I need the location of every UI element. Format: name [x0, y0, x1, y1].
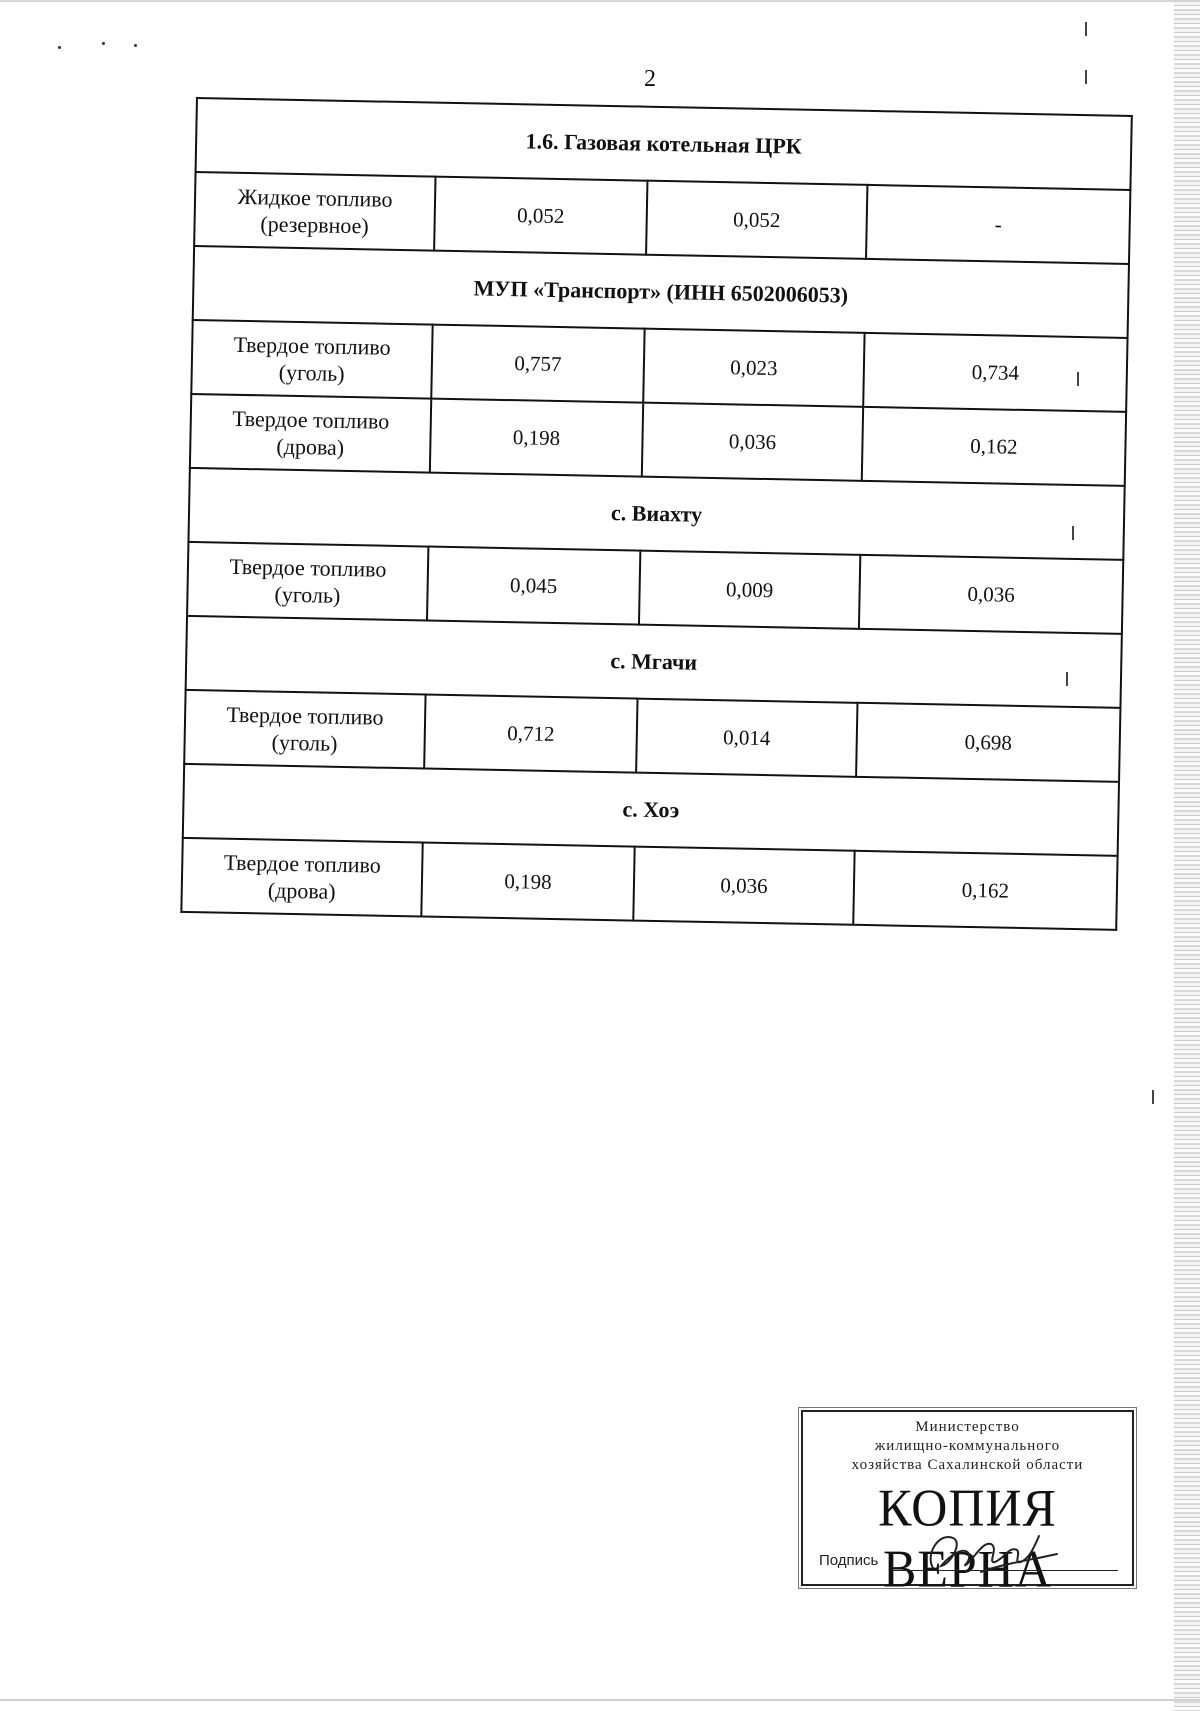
- value-cell: 0,036: [859, 555, 1123, 634]
- stamp-org-line: Министерство: [915, 1419, 1020, 1435]
- scan-speck: [134, 44, 137, 47]
- fuel-type-cell: [194, 172, 435, 251]
- fuel-type-cell: [191, 320, 432, 399]
- value-cell: 0,198: [421, 842, 634, 920]
- value-cell: 0,045: [427, 547, 640, 625]
- value-cell: 0,162: [862, 407, 1126, 486]
- certification-stamp: [801, 1410, 1134, 1598]
- signature-label: Подпись: [819, 1552, 879, 1569]
- section-title: 1.6. Газовая котельная ЦРК: [196, 98, 1132, 190]
- value-cell: 0,009: [639, 551, 860, 629]
- value-cell: 0,023: [643, 329, 864, 407]
- value-cell: 0,198: [430, 399, 643, 477]
- value-cell: 0,162: [853, 851, 1117, 930]
- fuel-type: Твердое топливо: [226, 701, 384, 730]
- value-cell: 0,036: [642, 403, 863, 481]
- section-title: с. Мгачи: [186, 616, 1122, 708]
- fuel-subtype: (резервное): [260, 211, 369, 239]
- section-title: с. Хоэ: [183, 764, 1119, 856]
- fuel-subtype: (уголь): [271, 729, 338, 756]
- value-cell: 0,052: [434, 177, 647, 255]
- page-number: 2: [644, 66, 656, 92]
- scan-mark: [1085, 22, 1087, 36]
- section-title: МУП «Транспорт» (ИНН 6502006053): [193, 246, 1129, 338]
- fuel-type: Твердое топливо: [232, 405, 390, 434]
- section-title: с. Виахту: [188, 468, 1124, 560]
- stamp-org-line: жилищно-коммунального: [874, 1438, 1061, 1454]
- fuel-type: Твердое топливо: [229, 553, 387, 582]
- scan-mark: [1152, 1090, 1154, 1104]
- fuel-subtype: (дрова): [267, 877, 336, 904]
- value-cell: -: [866, 185, 1130, 264]
- fuel-type-cell: [181, 838, 422, 917]
- value-cell: 0,757: [431, 325, 644, 403]
- fuel-type: Твердое топливо: [223, 849, 381, 878]
- fuel-type-cell: [190, 394, 431, 473]
- fuel-subtype: (уголь): [274, 581, 341, 608]
- fuel-type-cell: [187, 542, 428, 621]
- fuel-type: Твердое топливо: [233, 331, 391, 360]
- scan-edge-top: [0, 0, 1200, 2]
- value-cell: 0,036: [633, 847, 854, 925]
- handwritten-signature: [921, 1524, 1061, 1584]
- scan-speck: [58, 46, 61, 49]
- fuel-subtype: (дрова): [276, 433, 345, 460]
- fuel-type-cell: [184, 690, 425, 769]
- fuel-subtype: (уголь): [278, 359, 345, 386]
- scan-edge-bottom: [0, 1699, 1200, 1701]
- fuel-type: Жидкое топливо: [237, 183, 393, 212]
- value-cell: 0,052: [646, 181, 867, 259]
- value-cell: 0,712: [424, 695, 637, 773]
- fuel-table: [180, 97, 1132, 931]
- value-cell: 0,734: [863, 333, 1127, 412]
- value-cell: 0,698: [856, 703, 1120, 782]
- scan-speck: [102, 42, 105, 45]
- stamp-certification-text: КОПИЯ ВЕРНА: [878, 1478, 1057, 1598]
- fuel-table-wrapper: [180, 97, 1130, 931]
- value-cell: 0,014: [636, 699, 857, 777]
- stamp-org-line: хозяйства Сахалинской области: [851, 1457, 1084, 1473]
- scan-edge-right: [1174, 0, 1200, 1711]
- stamp-organization: [803, 1418, 1132, 1475]
